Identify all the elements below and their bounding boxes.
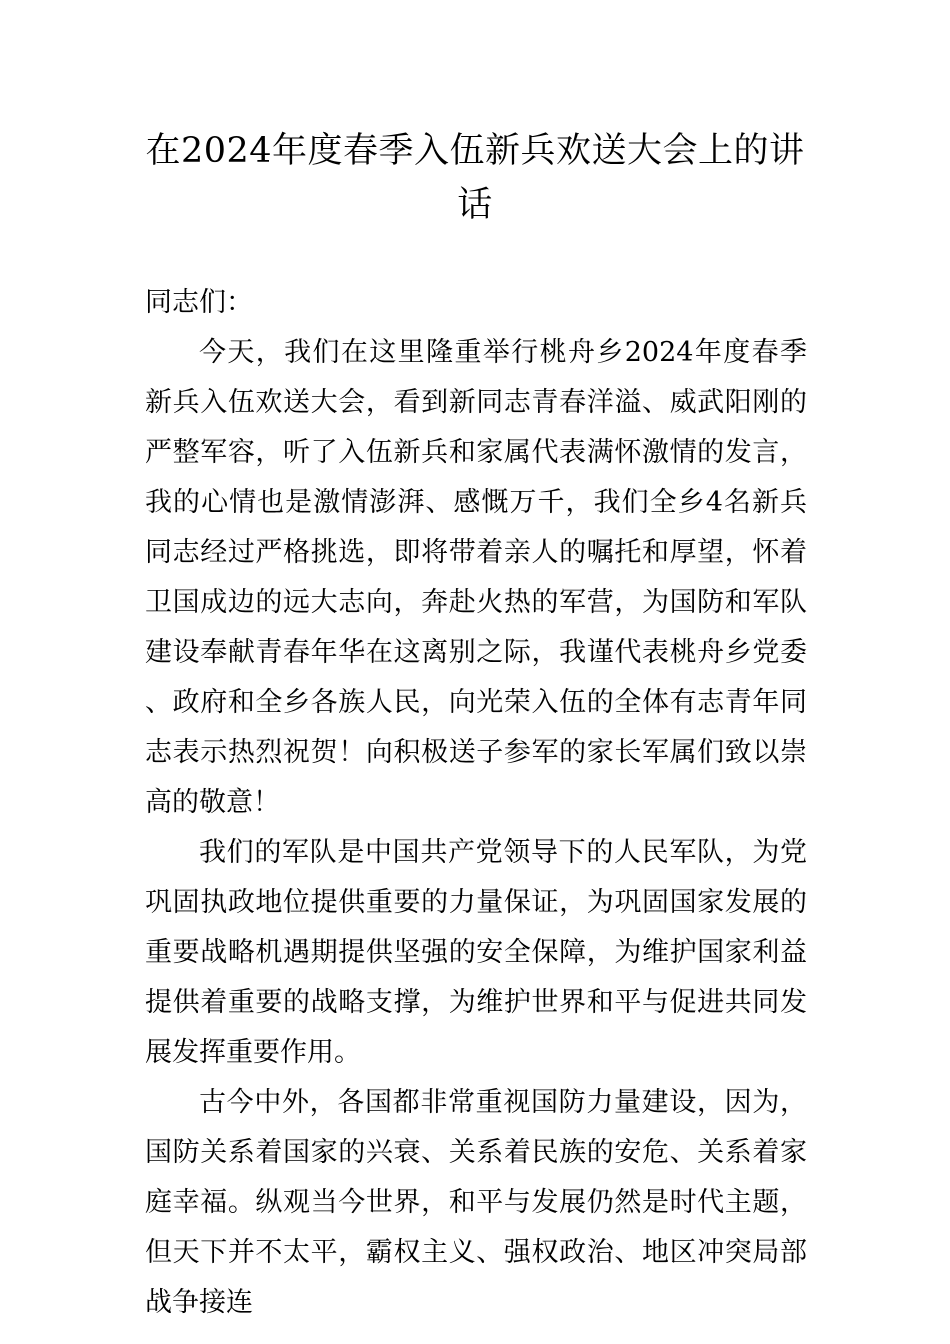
- paragraph-2: 我们的军队是中国共产党领导下的人民军队，为党巩固执政地位提供重要的力量保证，为巩固国家发展的重要战略机遇期提供坚强的安全保障，为维护国家利益提供着重要的战略支撑，为维护世界和平与促进共同发展发挥重要作用。: [145, 837, 807, 1068]
- document-body: [145, 278, 807, 1328]
- paragraph-3: 古今中外，各国都非常重视国防力量建设，因为，国防关系着国家的兴衰、关系着民族的安危、关系着家庭幸福。纵观当今世界，和平与发展仍然是时代主题，但天下并不太平，霸权主义、强权政治、地区冲突局部战争接连: [145, 1087, 807, 1318]
- paragraph-1: 今天，我们在这里隆重举行桃舟乡2024年度春季新兵入伍欢送大会，看到新同志青春洋溢、威武阳刚的严整军容，听了入伍新兵和家属代表满怀激情的发言，我的心情也是激情澎湃、感慨万千，我们全乡4名新兵同志经过严格挑选，即将带着亲人的嘱托和厚望，怀着卫国成边的远大志向，奔赴火热的军营，为国防和军队建设奉献青春年华在这离别之际，我谨代表桃舟乡党委、政府和全乡各族人民，向光荣入伍的全体有志青年同志表示热烈祝贺！向积极送子参军的家长军属们致以崇高的敬意！: [145, 337, 807, 818]
- salutation: 同志们：: [145, 287, 253, 318]
- document-title: 在2024年度春季入伍新兵欢送大会上的讲话: [145, 131, 805, 225]
